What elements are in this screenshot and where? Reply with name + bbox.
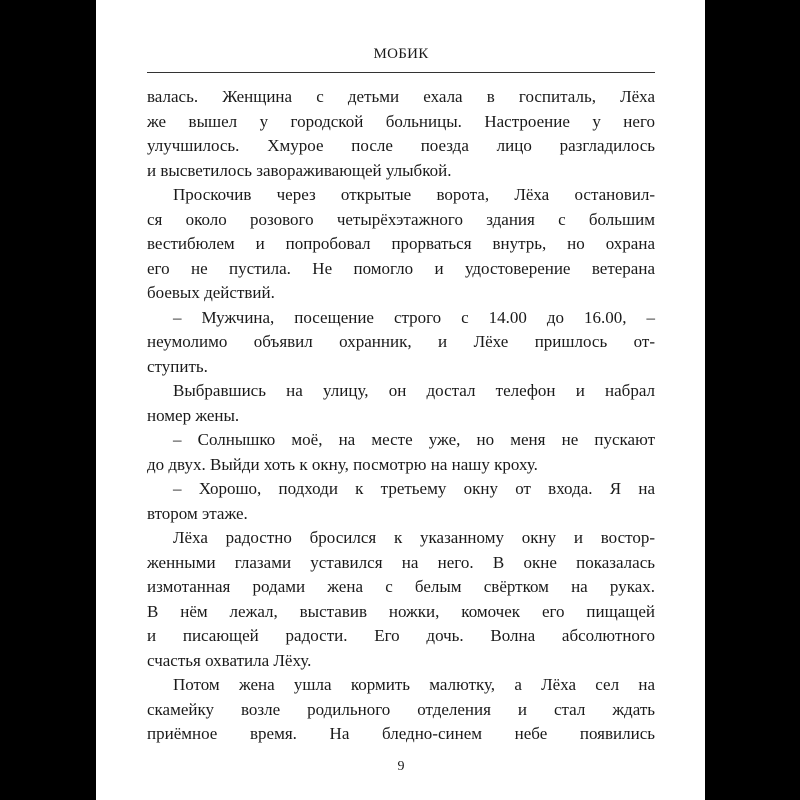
text-line: втором этаже. xyxy=(147,503,248,523)
text-line: ся около розового четырёхэтажного здания с большим xyxy=(147,209,655,229)
text-line: его не пустила. Не помогло и удостоверение ветерана xyxy=(147,258,655,278)
text-line: измотанная родами жена с белым свёртком на руках. xyxy=(147,577,655,596)
page-body-text xyxy=(147,85,655,747)
text-line: – Солнышко моё, на месте уже, но меня не пускают xyxy=(173,430,655,449)
text-line: приёмное время. На бледно-синем небе появились xyxy=(147,724,655,743)
text-line: же вышел у городской больницы. Настроение у него xyxy=(147,111,655,131)
text-line: вестибюлем и попробовал прорваться внутрь, но охрана xyxy=(147,234,655,253)
text-line: – Хорошо, подходи к третьему окну от входа. Я на xyxy=(173,479,655,498)
text-line: ступить. xyxy=(147,356,208,376)
text-line: Проскочив через открытые ворота, Лёха остановил- xyxy=(173,185,655,204)
text-line: номер жены. xyxy=(147,405,240,425)
text-line: и писающей радости. Его дочь. Волна абсолютного xyxy=(147,626,655,645)
text-line: валась. Женщина с детьми ехала в госпиталь, Лёха xyxy=(147,87,655,106)
page-number: 9 xyxy=(397,759,405,774)
book-page xyxy=(96,0,705,800)
text-line: скамейку возле родильного отделения и стал ждать xyxy=(147,699,655,719)
text-line: неумолимо объявил охранник, и Лёхе пришлось от- xyxy=(147,332,655,351)
text-line: до двух. Выйди хоть к окну, посмотрю на нашу кроху. xyxy=(147,454,538,474)
header-rule xyxy=(147,72,655,73)
text-line: – Мужчина, посещение строго с 14.00 до 16.00, – xyxy=(173,307,655,327)
text-line: В нём лежал, выставив ножки, комочек его пищащей xyxy=(147,601,655,621)
running-header: МОБИК xyxy=(373,46,429,62)
text-line: женными глазами уставился на него. В окне показалась xyxy=(147,552,655,572)
text-line: улучшилось. Хмурое после поезда лицо разгладилось xyxy=(147,136,655,155)
text-line: счастья охватила Лёху. xyxy=(147,650,312,670)
text-line: боевых действий. xyxy=(147,283,275,302)
text-line: Выбравшись на улицу, он достал телефон и набрал xyxy=(173,381,655,400)
text-line: Потом жена ушла кормить малютку, а Лёха сел на xyxy=(173,675,655,694)
text-line: Лёха радостно бросился к указанному окну и востор- xyxy=(173,528,655,547)
text-line: и высветилось завораживающей улыбкой. xyxy=(147,160,452,180)
